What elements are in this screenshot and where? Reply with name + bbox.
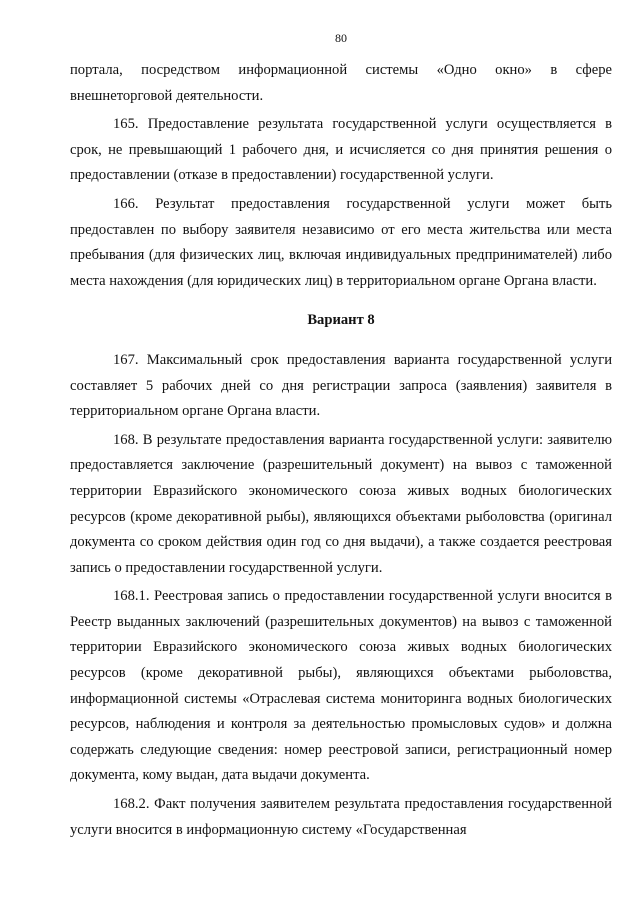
paragraph-166: 166. Результат предоставления государственной услуги может быть предоставлен по выбору заявителя независимо от его места жительства или места пребывания (для физических лиц, включая индивидуальных предпринимателей) либо места нахождения (для юридических лиц) в территориальном органе Органа власти. bbox=[70, 195, 612, 289]
paragraph-continuation: портала, посредством информационной системы «Одно окно» в сфере внешнеторговой деятельности. bbox=[70, 62, 612, 104]
paragraph-168-1: 168.1. Реестровая запись о предоставлении государственной услуги вносится в Реестр выданных заключений (разрешительных документов) на вывоз с таможенной территории Евразийского экономического союза живых водных биологических ресурсов (кроме декоративной рыбы), являющихся объектами рыболовства, информационной системы «Отраслевая система мониторинга водных биологических ресурсов, наблюдения и контроля за деятельностью промысловых судов» и должна содержать следующие сведения: номер реестровой записи, регистрационный номер документа, кому выдан, дата выдачи документа. bbox=[70, 588, 612, 784]
paragraph-165: 165. Предоставление результата государственной услуги осуществляется в срок, не превышающий 1 рабочего дня, и исчисляется со дня принятия решения о предоставлении (отказе в предоставлении) государственной услуги. bbox=[70, 116, 612, 184]
paragraph-168-2: 168.2. Факт получения заявителем результата предоставления государственной услуги вносится в информационную систему «Государственная bbox=[70, 796, 612, 838]
section-heading: Вариант 8 bbox=[307, 312, 375, 329]
paragraph-168: 168. В результате предоставления варианта государственной услуги: заявителю предоставляется заключение (разрешительный документ) на вывоз с таможенной территории Евразийского экономического союза живых водных биологических ресурсов (кроме декоративной рыбы), являющихся объектами рыболовства (оригинал документа со сроком действия один год со дня выдачи), а также создается реестровая запись о предоставлении государственной услуги. bbox=[70, 431, 612, 576]
page-number: 80 bbox=[335, 31, 347, 45]
paragraph-167: 167. Максимальный срок предоставления варианта государственной услуги составляет 5 рабочих дней со дня регистрации запроса (заявления) заявителя в территориальном органе Органа власти. bbox=[70, 351, 612, 420]
